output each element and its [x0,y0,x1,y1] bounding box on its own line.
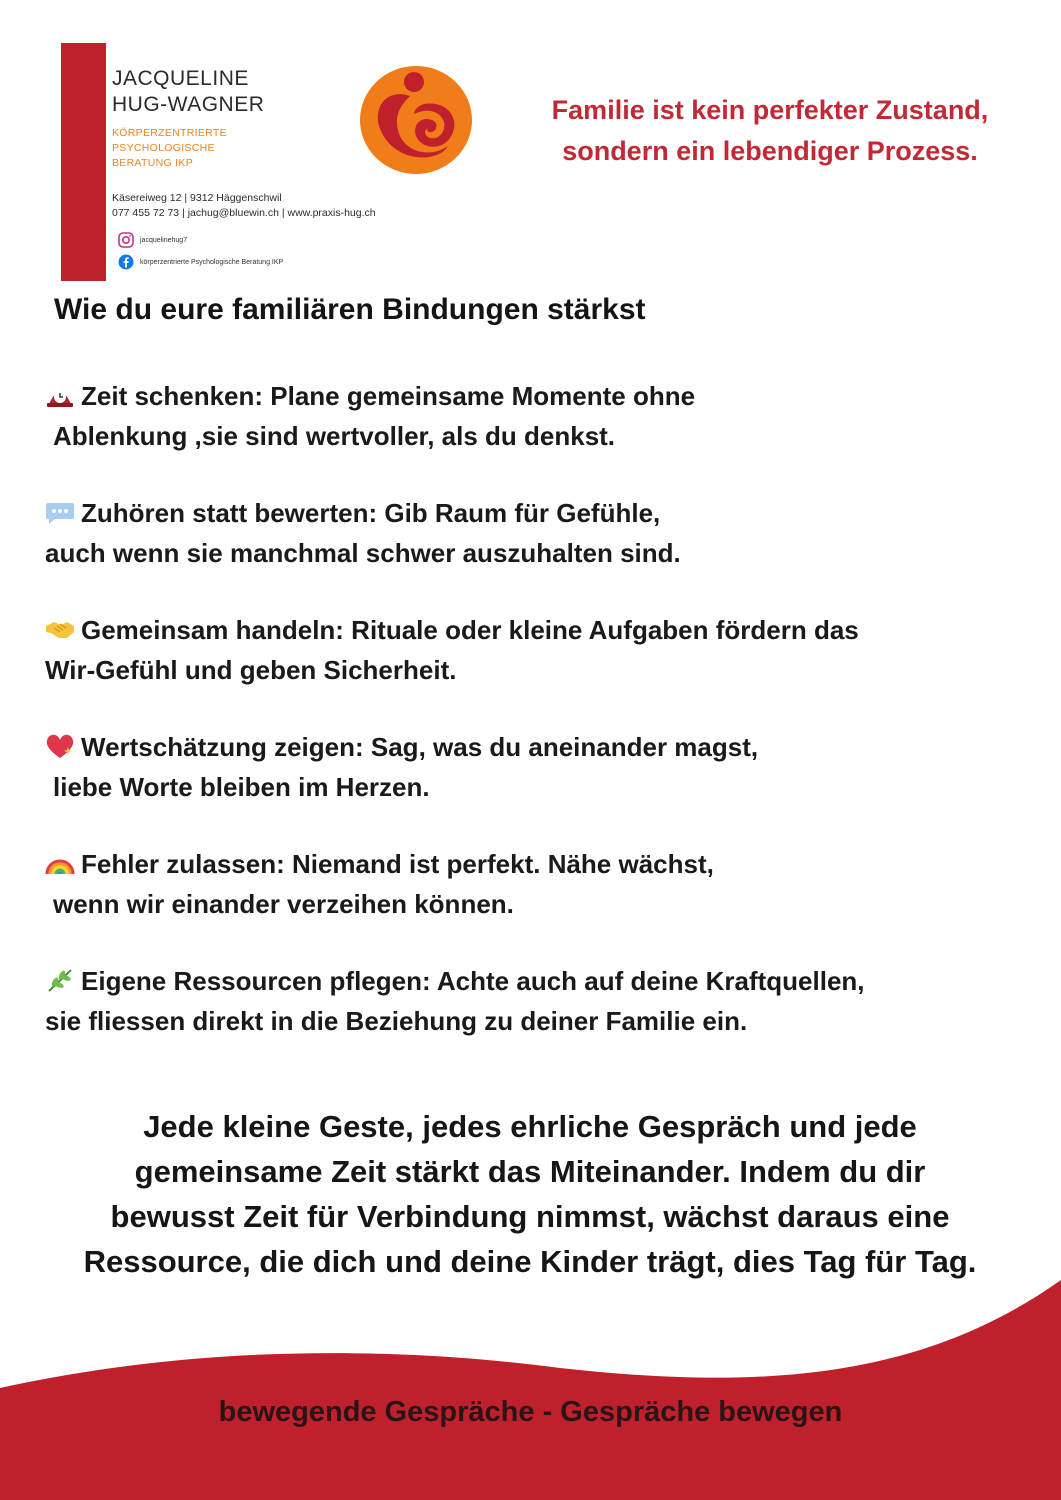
footer-slogan: bewegende Gespräche - Gespräche bewegen [218,1396,843,1428]
sparkling-heart-icon [45,733,75,759]
tip-3-line-2: Wir-Gefühl und geben Sicherheit. [45,655,457,685]
closing-line-3: bewusst Zeit für Verbindung nimmst, wächst daraus eine [110,1199,950,1234]
rainbow-icon [45,850,75,876]
closing-line-4: Ressource, die dich und deine Kinder trägt, dies Tag für Tag. [83,1244,977,1279]
instagram-link[interactable] [118,232,187,248]
list-item [45,727,1035,807]
tips-list [45,376,1035,1078]
tagline-line-1: Familie ist kein perfekter Zustand, [551,95,989,125]
tip-1-line-2: Ablenkung ,sie sind wertvoller, als du denkst. [53,421,616,451]
facebook-link[interactable] [118,254,283,270]
practice-logo [358,60,476,176]
list-item [45,961,1035,1041]
page-title: Wie du eure familiären Bindungen stärkst [54,293,646,326]
instagram-icon [118,232,134,248]
tagline-line-2: sondern ein lebendiger Prozess. [562,136,978,166]
speech-bubble-icon [45,499,75,525]
list-item [45,376,1035,456]
clock-icon [45,382,75,408]
name-line-1: JACQUELINE [112,67,249,90]
tip-5-line-1: Fehler zulassen: Niemand ist perfekt. Nähe wächst, [81,849,714,879]
footer-wave [0,1270,1061,1500]
herb-icon [45,967,75,993]
closing-paragraph [30,1104,1030,1284]
tip-6-line-2: sie fliessen direkt in die Beziehung zu deiner Familie ein. [45,1006,748,1036]
handshake-icon [45,616,75,642]
facebook-icon [118,254,134,270]
facebook-page: körperzentrierte Psychologische Beratung IKP [140,258,284,266]
closing-line-2: gemeinsame Zeit stärkt das Miteinander. Indem du dir [134,1154,926,1189]
tip-4-line-1: Wertschätzung zeigen: Sag, was du aneinander magst, [81,732,759,762]
closing-line-1: Jede kleine Geste, jedes ehrliche Gespräch und jede [143,1109,917,1144]
practice-subtitle [112,126,227,171]
contact-block [112,191,376,221]
brand-red-bar [61,43,106,281]
instagram-handle: jacquelinehug7 [140,236,188,244]
tip-5-line-2: wenn wir einander verzeihen können. [53,889,514,919]
list-item [45,610,1035,690]
tip-2-line-1: Zuhören statt bewerten: Gib Raum für Gefühle, [81,498,661,528]
subtitle-line-2: PSYCHOLOGISCHE [112,142,215,154]
name-line-2: HUG-WAGNER [112,93,265,116]
practitioner-name [112,66,264,118]
list-item [45,493,1035,573]
tip-3-line-1: Gemeinsam handeln: Rituale oder kleine Aufgaben fördern das [81,615,859,645]
address: Käsereiweg 12 | 9312 Häggenschwil [112,192,282,204]
tip-6-line-1: Eigene Ressourcen pflegen: Achte auch auf deine Kraftquellen, [81,966,865,996]
list-item [45,844,1035,924]
tip-2-line-2: auch wenn sie manchmal schwer auszuhalten sind. [45,538,681,568]
subtitle-line-1: KÖRPERZENTRIERTE [112,127,227,139]
tip-4-line-2: liebe Worte bleiben im Herzen. [53,772,430,802]
tagline [515,90,1025,172]
tip-1-line-1: Zeit schenken: Plane gemeinsame Momente ohne [81,381,696,411]
subtitle-line-3: BERATUNG IKP [112,157,194,169]
contact-details: 077 455 72 73 | jachug@bluewin.ch | www.praxis-hug.ch [112,207,376,219]
